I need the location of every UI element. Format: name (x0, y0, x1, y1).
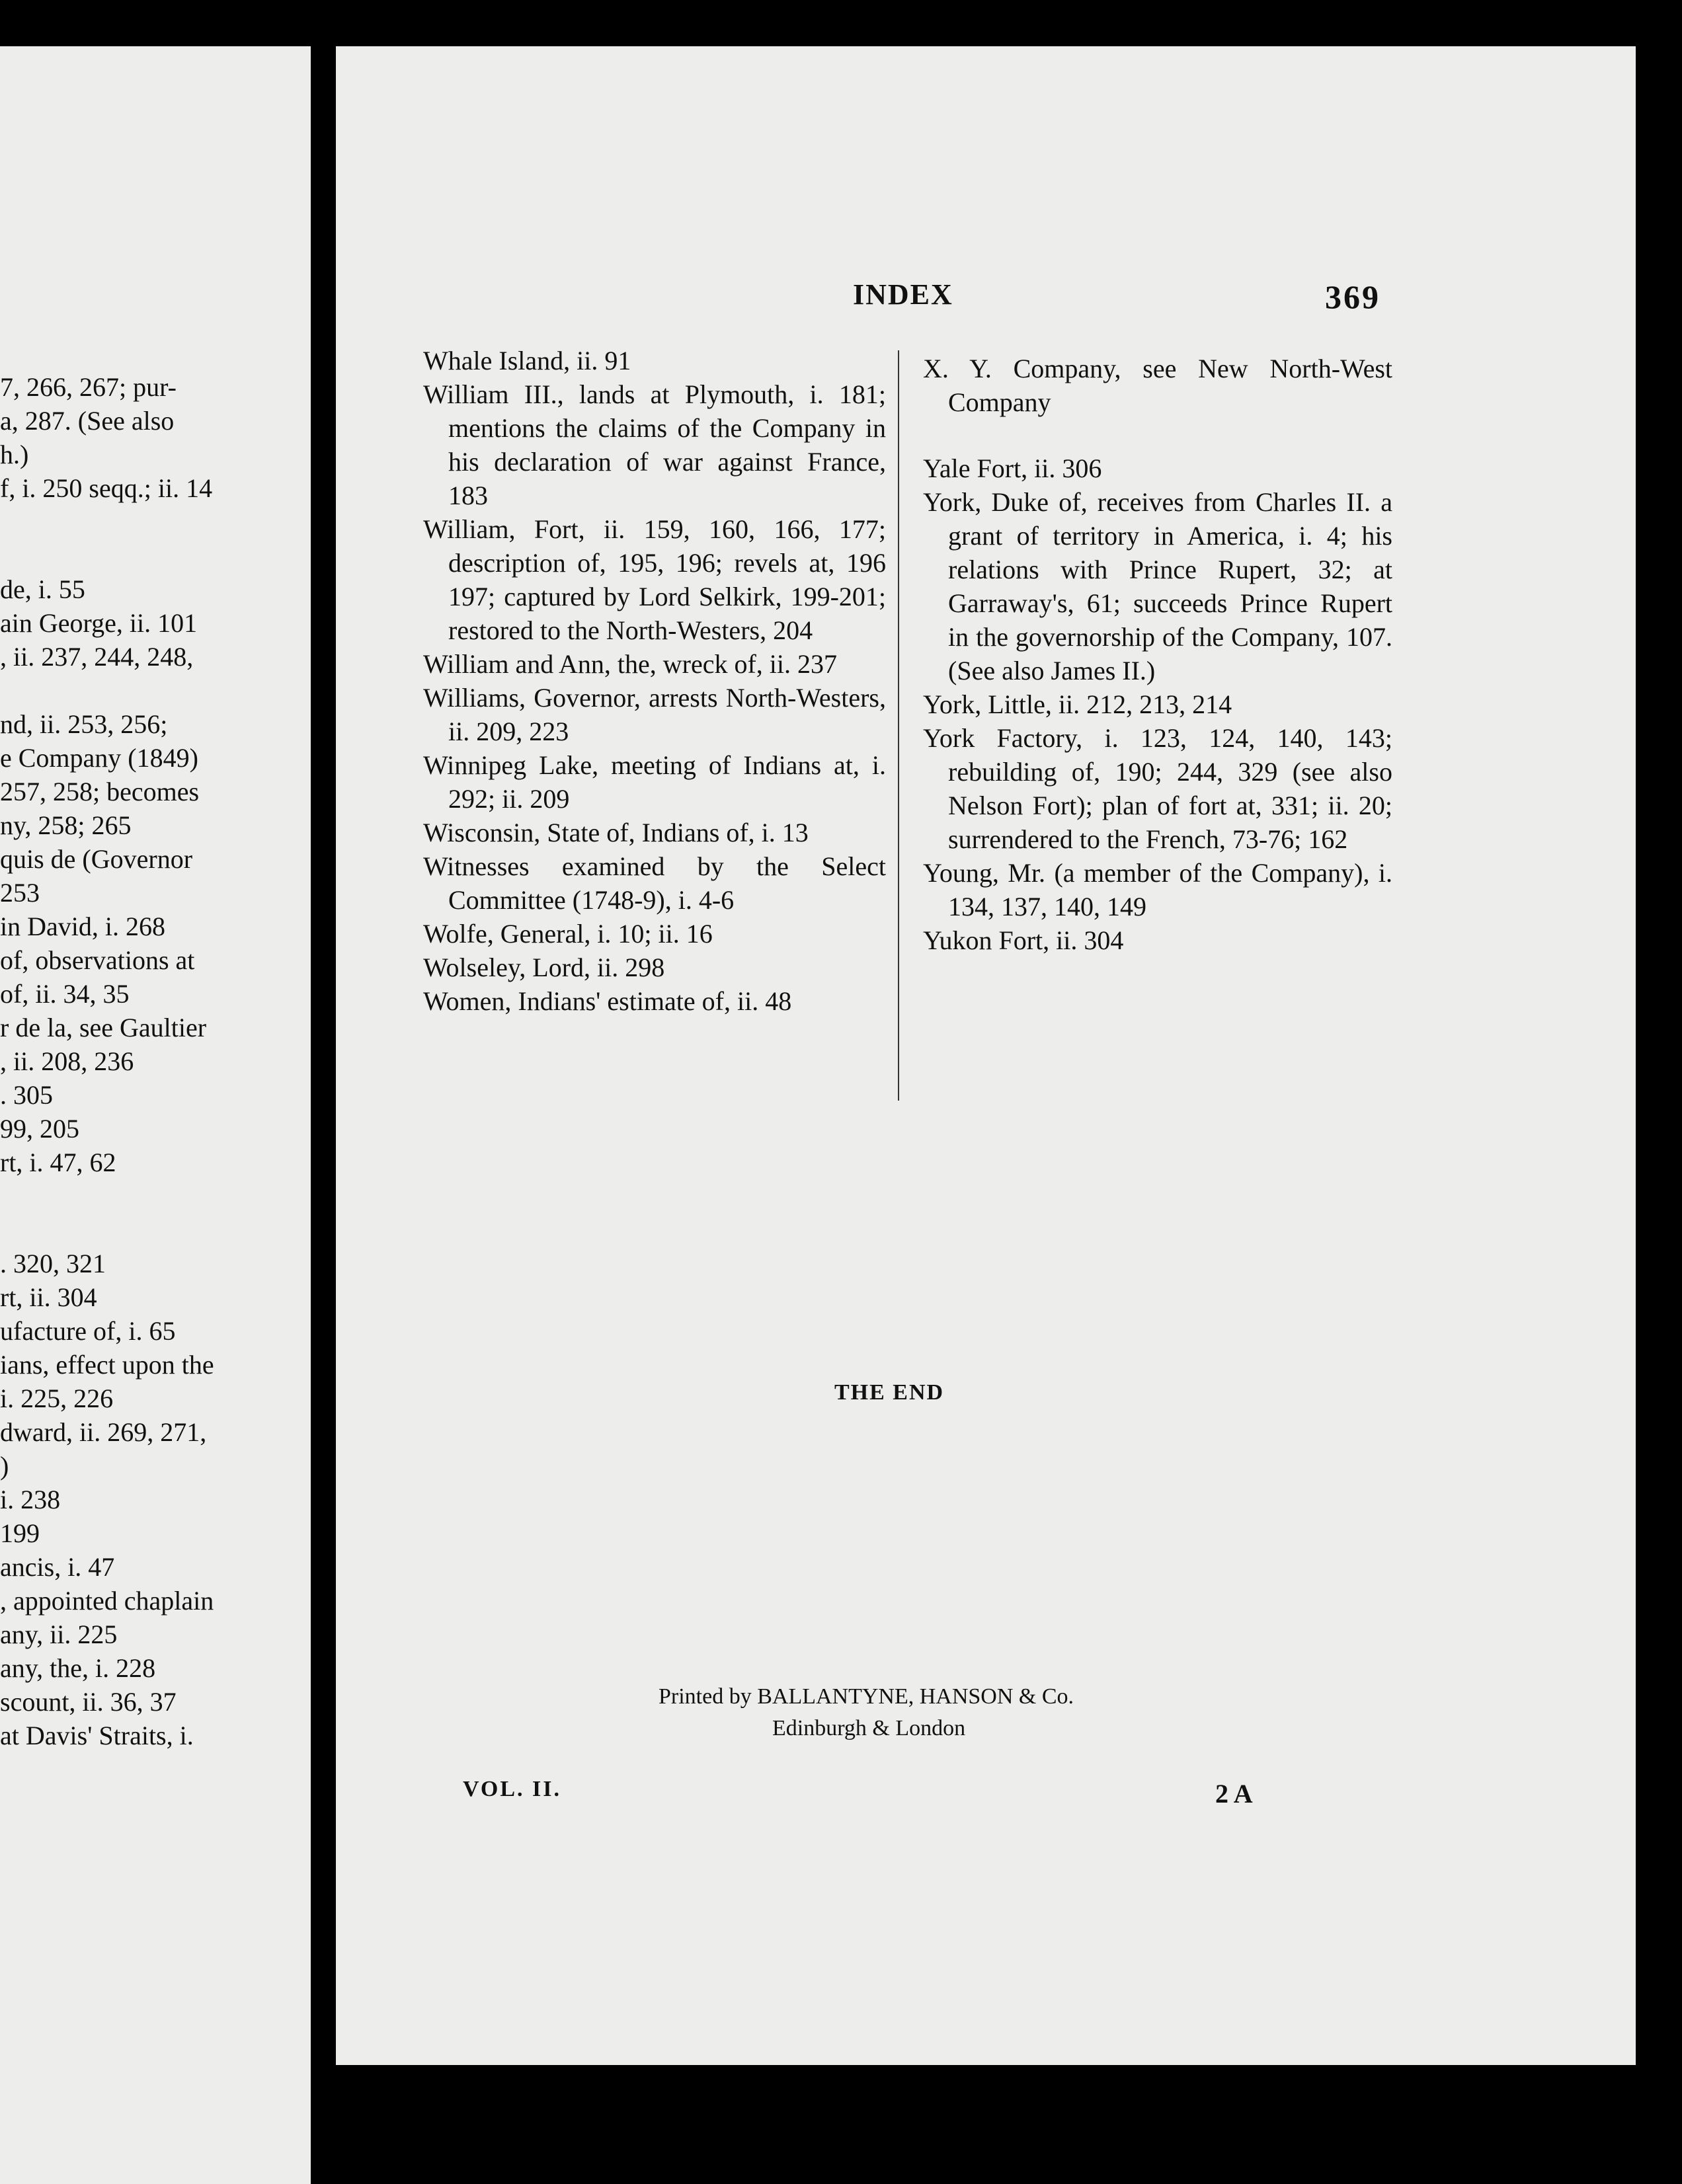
index-entry: Wolfe, General, i. 10; ii. 16 (423, 919, 713, 949)
left-page-fragment-line: . 320, 321 (0, 1249, 106, 1278)
left-page-fragment-line: ufacture of, i. 65 (0, 1316, 176, 1346)
left-page-fragment-line: of, ii. 34, 35 (0, 979, 130, 1009)
index-entry (923, 419, 1392, 451)
left-page-fragment-line: , ii. 237, 244, 248, (0, 642, 194, 672)
left-page-fragment-line: rt, ii. 304 (0, 1282, 97, 1312)
left-page-fragment-line: , ii. 208, 236 (0, 1046, 134, 1076)
left-page-fragment-line: h.) (0, 440, 29, 469)
index-entry: York, Little, ii. 212, 213, 214 (923, 689, 1232, 719)
printer-imprint: Printed by BALLANTYNE, HANSON & Co. (659, 1684, 1074, 1709)
left-page-fragment-line: i. 238 (0, 1485, 61, 1514)
left-page-fragment-line: e Company (1849) (0, 743, 198, 773)
left-page-fragment-line (0, 1213, 311, 1247)
index-entry: William, Fort, ii. 159, 160, 166, 177; description of, 195, 196; revels at, 196 197; captured by Lord Selkirk, 199-201; restored to the North-Westers, 204 (423, 514, 886, 645)
index-entry: Yukon Fort, ii. 304 (923, 925, 1124, 955)
left-page-fragment-line: i. 225, 226 (0, 1384, 114, 1413)
running-header-title: INDEX (853, 278, 953, 311)
left-page-fragment-line: . 305 (0, 1080, 53, 1110)
left-page-fragment-line: of, observations at (0, 945, 195, 975)
signature-mark: 2 A (1215, 1779, 1253, 1809)
left-page-index-fragments (0, 370, 311, 1752)
left-page-fragment-line: rt, i. 47, 62 (0, 1148, 116, 1177)
left-page-fragment-line (0, 539, 311, 572)
left-page-fragment-line (0, 674, 311, 707)
left-page-fragment-line: 7, 266, 267; pur- (0, 372, 177, 402)
left-page-fragment-line: de, i. 55 (0, 574, 85, 604)
the-end-heading: THE END (834, 1380, 945, 1405)
left-page-fragment-line: ancis, i. 47 (0, 1552, 115, 1582)
left-page-fragment-line: r de la, see Gaultier (0, 1013, 207, 1042)
left-page-fragment-line: a, 287. (See also (0, 406, 175, 436)
left-page-fragment-line: any, the, i. 228 (0, 1653, 156, 1683)
printer-location: Edinburgh & London (772, 1716, 966, 1740)
index-entry: Yale Fort, ii. 306 (923, 453, 1102, 483)
index-entry: Young, Mr. (a member of the Company), i. 134, 137, 140, 149 (923, 858, 1392, 921)
left-page-fragment-line: in David, i. 268 (0, 912, 165, 941)
left-page-fragment-line: quis de (Governor (0, 844, 193, 874)
left-page-fragment-line: 199 (0, 1518, 40, 1548)
left-page-fragment-line: ny, 258; 265 (0, 810, 132, 840)
left-page-fragment-line: ians, effect upon the (0, 1350, 214, 1380)
index-column-right (923, 352, 1392, 957)
index-entry: Wolseley, Lord, ii. 298 (423, 953, 665, 982)
left-page-fragment-line: nd, ii. 253, 256; (0, 709, 168, 739)
left-page-fragment-line: f, i. 250 seqq.; ii. 14 (0, 473, 213, 503)
index-entry: X. Y. Company, see New North-West Company (923, 354, 1392, 417)
index-entry: York, Duke of, receives from Charles II. a grant of territory in America, i. 4; his relations with Prince Rupert, 32; at Garraway's, 61; succeeds Prince Rupert in the governorship of the Company, 107. (See also James II.) (923, 487, 1392, 685)
left-page-fragment-line: ain George, ii. 101 (0, 608, 198, 638)
index-entry: Williams, Governor, arrests North-Westers, ii. 209, 223 (423, 683, 886, 746)
page-number: 369 (1325, 278, 1381, 315)
index-entry: Witnesses examined by the Select Committee (1748-9), i. 4-6 (423, 851, 886, 915)
left-page-fragment-line: at Davis' Straits, i. (0, 1721, 194, 1750)
left-page-fragment-line (0, 1179, 311, 1213)
column-divider (898, 350, 899, 1101)
index-entry: William III., lands at Plymouth, i. 181; mentions the claims of the Company in his declaration of war against France, 183 (423, 379, 886, 510)
index-entry: Winnipeg Lake, meeting of Indians at, i. 292; ii. 209 (423, 750, 886, 814)
left-page-fragment-line: ) (0, 1451, 9, 1481)
left-page-fragment-line: , appointed chaplain (0, 1586, 214, 1616)
index-entry: Women, Indians' estimate of, ii. 48 (423, 986, 792, 1016)
left-page-fragment-line: 99, 205 (0, 1114, 79, 1144)
index-entry: William and Ann, the, wreck of, ii. 237 (423, 649, 838, 679)
left-page-fragment-line: 257, 258; becomes (0, 777, 200, 806)
index-entry: Wisconsin, State of, Indians of, i. 13 (423, 818, 809, 847)
index-entry: York Factory, i. 123, 124, 140, 143; rebuilding of, 190; 244, 329 (see also Nelson Fort); plan of fort at, 331; ii. 20; surrendered to the French, 73-76; 162 (923, 723, 1392, 854)
index-entry: Whale Island, ii. 91 (423, 346, 631, 375)
left-page-fragment-line: any, ii. 225 (0, 1619, 118, 1649)
index-column-left (423, 344, 886, 1018)
left-page-fragment-line: 253 (0, 878, 40, 908)
left-page (0, 46, 311, 2184)
volume-label: VOL. II. (463, 1777, 561, 1801)
left-page-fragment-line: dward, ii. 269, 271, (0, 1417, 207, 1447)
left-page-fragment-line: scount, ii. 36, 37 (0, 1687, 177, 1717)
left-page-fragment-line (0, 505, 311, 539)
